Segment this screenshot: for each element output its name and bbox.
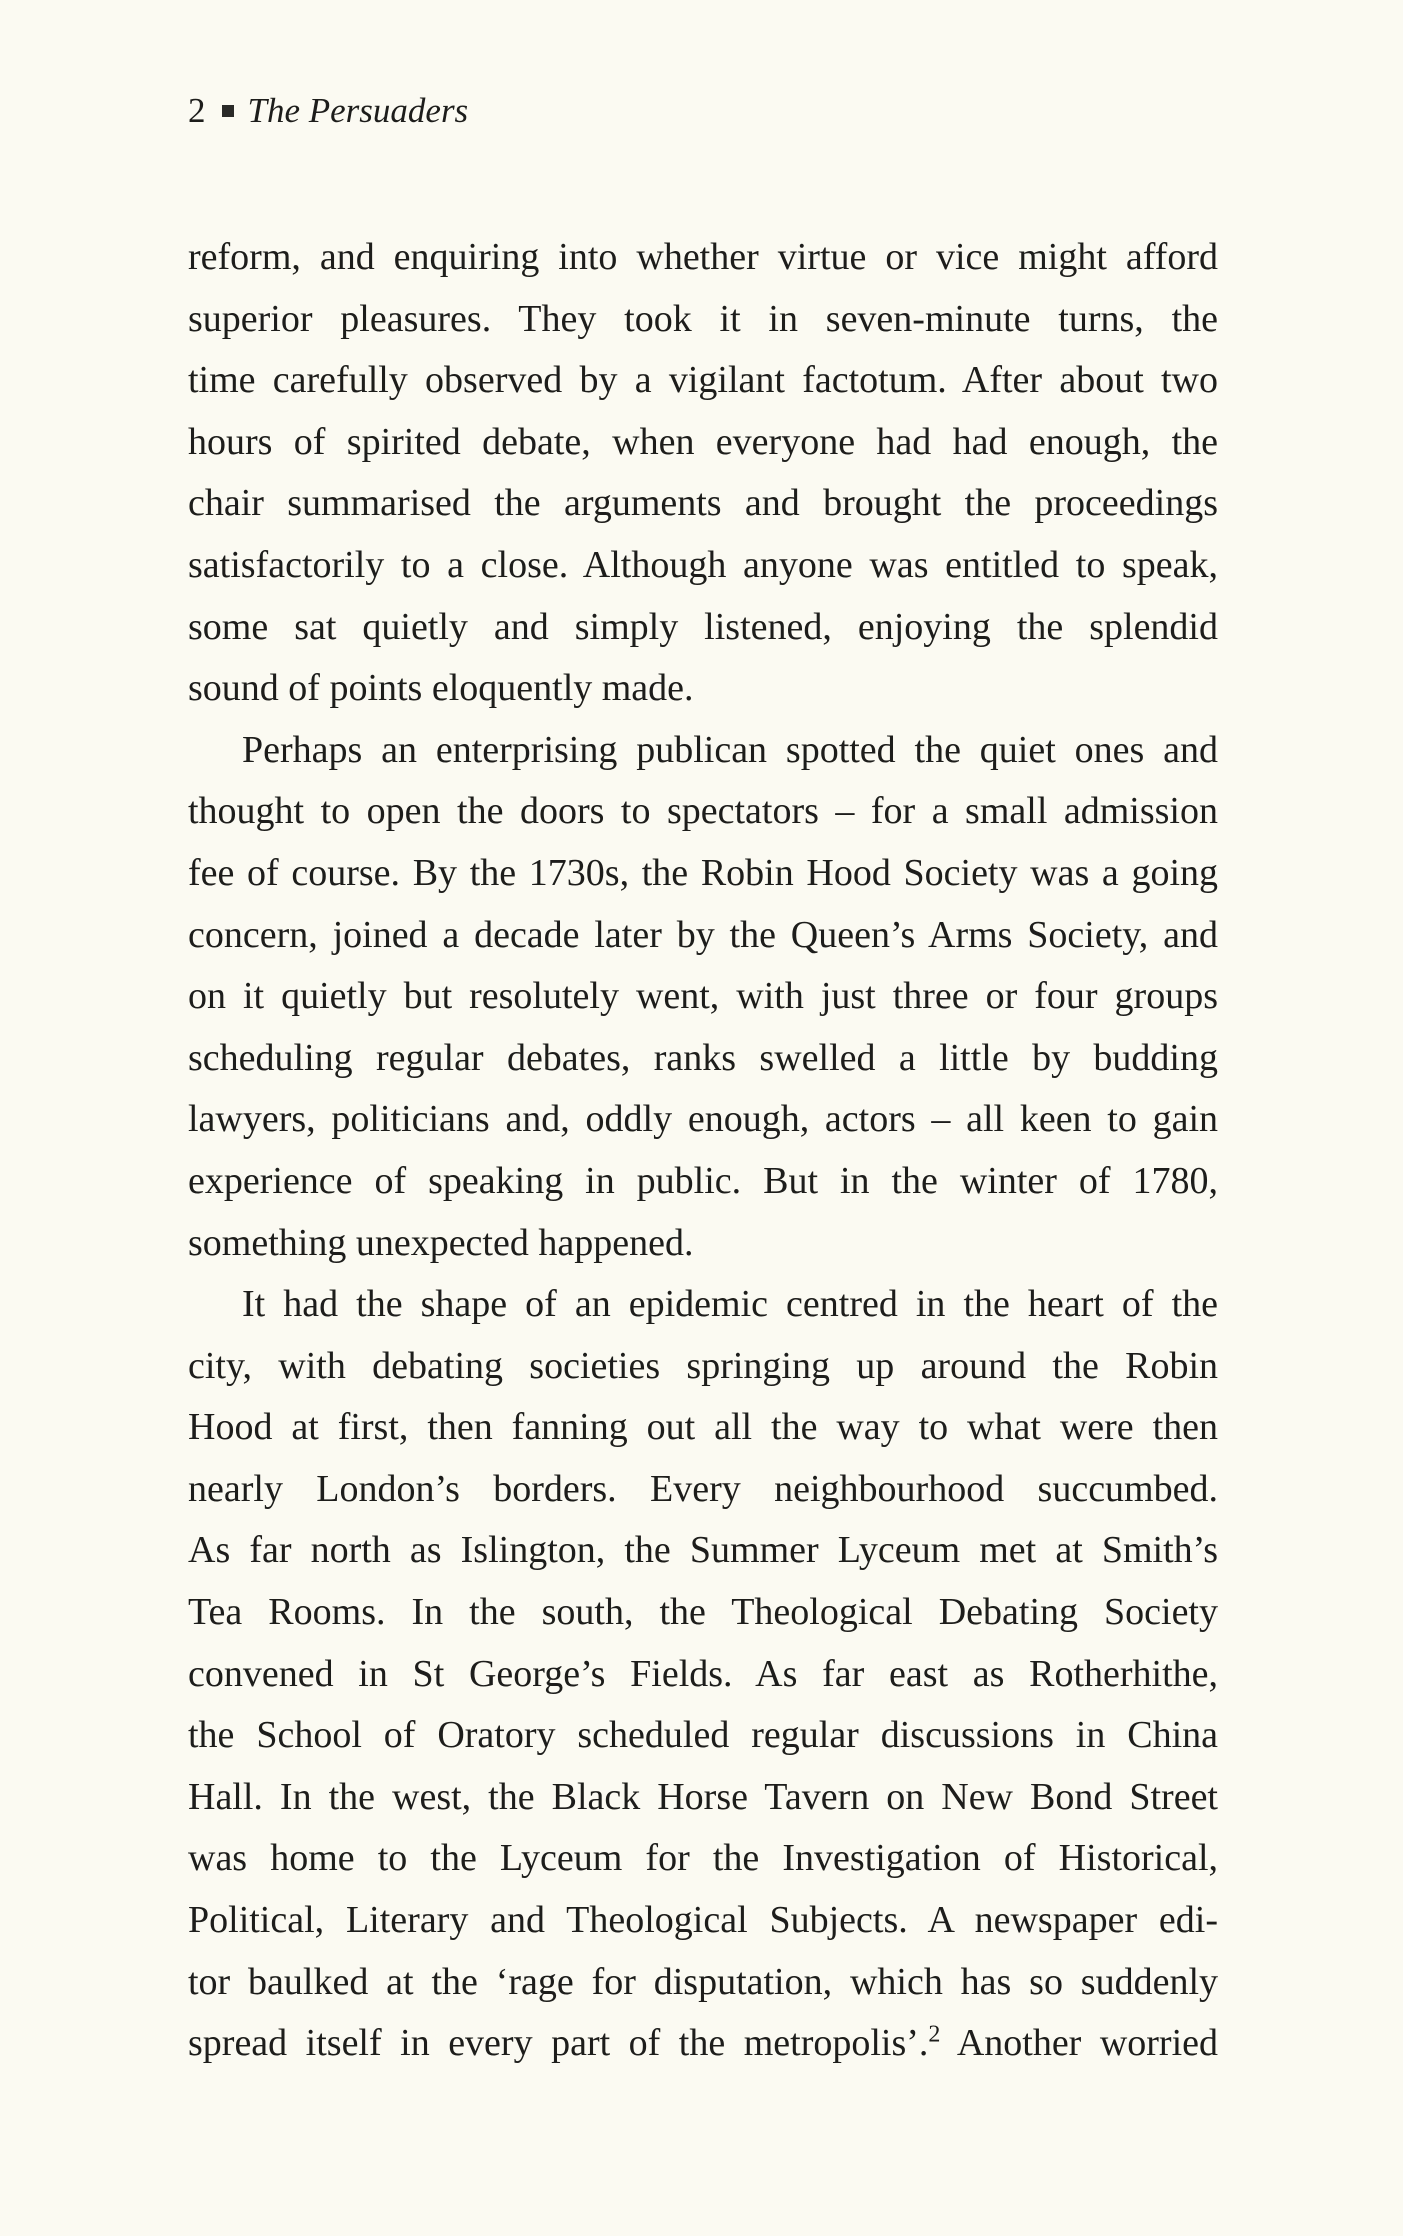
page-number: 2 — [188, 91, 206, 130]
text-line-with-footnote — [188, 2013, 1218, 2075]
text-line: hours of spirited debate, when everyone had had enough, the — [188, 420, 1218, 463]
text-line: experience of speaking in public. But in the winter of 1780, — [188, 1159, 1218, 1202]
text-line: the School of Oratory scheduled regular discussions in China — [188, 1714, 1218, 1757]
text-line: superior pleasures. They took it in seven-minute turns, the — [188, 297, 1218, 340]
footnote-marker: 2 — [928, 2021, 941, 2048]
text-line: was home to the Lyceum for the Investigation of Historical, — [188, 1837, 1218, 1880]
text-line: satisfactorily to a close. Although anyone was entitled to speak, — [188, 543, 1218, 586]
text-line: city, with debating societies springing up around the Robin — [188, 1344, 1218, 1387]
text-line: concern, joined a decade later by the Queen’s Arms Society, and — [188, 913, 1218, 956]
text-line: on it quietly but resolutely went, with just three or four groups — [188, 975, 1218, 1018]
text-fragment: Another worried — [956, 2022, 1219, 2065]
text-line: chair summarised the arguments and brought the proceedings — [188, 482, 1218, 525]
text-fragment: spread itself in every part of the metropolis’. — [188, 2022, 929, 2065]
text-line: some sat quietly and simply listened, enjoying the splendid — [188, 605, 1218, 648]
text-line-paragraph-start: It had the shape of an epidemic centred in the heart of the — [242, 1283, 1218, 1326]
text-line: scheduling regular debates, ranks swelled a little by budding — [188, 1036, 1218, 1079]
square-bullet-icon — [222, 105, 234, 117]
running-title: The Persuaders — [247, 91, 469, 130]
body-text — [188, 227, 1218, 2075]
running-header — [188, 90, 468, 132]
text-line-paragraph-end: something unexpected happened. — [188, 1221, 694, 1264]
text-line: thought to open the doors to spectators – for a small admission — [188, 790, 1218, 833]
text-line: reform, and enquiring into whether virtue or vice might afford — [188, 236, 1218, 278]
text-line: Tea Rooms. In the south, the Theological Debating Society — [188, 1591, 1218, 1634]
text-line: Hood at first, then fanning out all the way to what were then — [188, 1406, 1218, 1449]
text-line: Hall. In the west, the Black Horse Tavern on New Bond Street — [188, 1775, 1218, 1818]
text-line: tor baulked at the ‘rage for disputation, which has so suddenly — [188, 1960, 1218, 2003]
text-line-paragraph-end: sound of points eloquently made. — [188, 667, 694, 710]
text-line: Political, Literary and Theological Subjects. A newspaper edi- — [188, 1899, 1218, 1942]
text-line: fee of course. By the 1730s, the Robin Hood Society was a going — [188, 851, 1218, 894]
text-line: nearly London’s borders. Every neighbourhood succumbed. — [188, 1467, 1218, 1510]
text-line: lawyers, politicians and, oddly enough, actors – all keen to gain — [188, 1098, 1218, 1141]
text-line: As far north as Islington, the Summer Lyceum met at Smith’s — [188, 1529, 1218, 1572]
text-line-paragraph-start: Perhaps an enterprising publican spotted the quiet ones and — [242, 728, 1218, 771]
text-line: convened in St George’s Fields. As far east as Rotherhithe, — [188, 1652, 1218, 1695]
text-line: time carefully observed by a vigilant factotum. After about two — [188, 359, 1218, 402]
